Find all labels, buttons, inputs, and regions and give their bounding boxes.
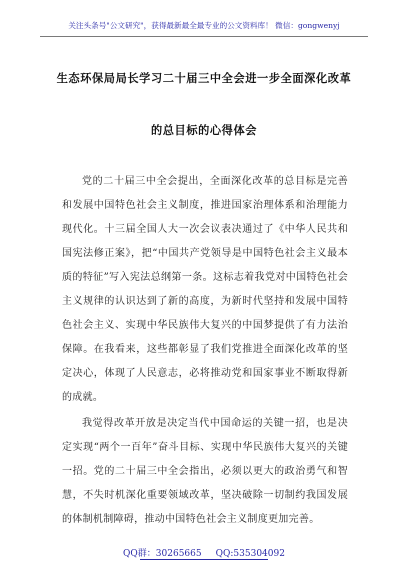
footer-qq-group: QQ群：30265665 xyxy=(123,549,202,559)
footer-underline xyxy=(140,559,268,560)
document-title-line-1: 生态环保局局长学习二十届三中全会进一步全面深化改革 xyxy=(56,71,352,85)
document-body xyxy=(62,170,348,534)
header-divider xyxy=(40,36,368,37)
document-title-line-2: 的总目标的心得体会 xyxy=(150,123,258,137)
header-promo-note: 关注头条号"公文研究"，获得最新最全最专业的公文资料库！ 微信：gongwenyj xyxy=(68,21,340,30)
body-paragraph: 我觉得改革开放是决定当代中国命运的关键一招，也是决定实现“两个一百年”奋斗目标、实现中华民族伟大复兴的关键一招。党的二十届三中全会指出，必须以更大的政治勇气和智慧，不失时机深化重要领域改革，坚决破除一切制约我国发展的体制机制障碍，推动中国特色社会主义制度更加完善。 xyxy=(62,418,348,525)
footer-qq-number: QQ:535304092 xyxy=(215,549,285,559)
body-paragraph: 党的二十届三中全会提出，全面深化改革的总目标是完善和发展中国特色社会主义制度，推进国家治理体系和治理能力现代化。十三届全国人大一次会议表决通过了《中华人民共和国宪法修正案》，把“中国共产党领导是中国特色社会主义最本质的特征”写入宪法总纲第一条。这标志着我党对中国特色社会主义规律的认识达到了新的高度，为新时代坚持和发展中国特色社会主义、实现中华民族伟大复兴的中国梦提供了有力法治保障。在我看来，这些都彰显了我们党推进全面深化改革的坚定决心，体现了人民意志，必将推动党和国家事业不断取得新的成就。 xyxy=(62,176,348,403)
footer-contact xyxy=(0,546,408,559)
